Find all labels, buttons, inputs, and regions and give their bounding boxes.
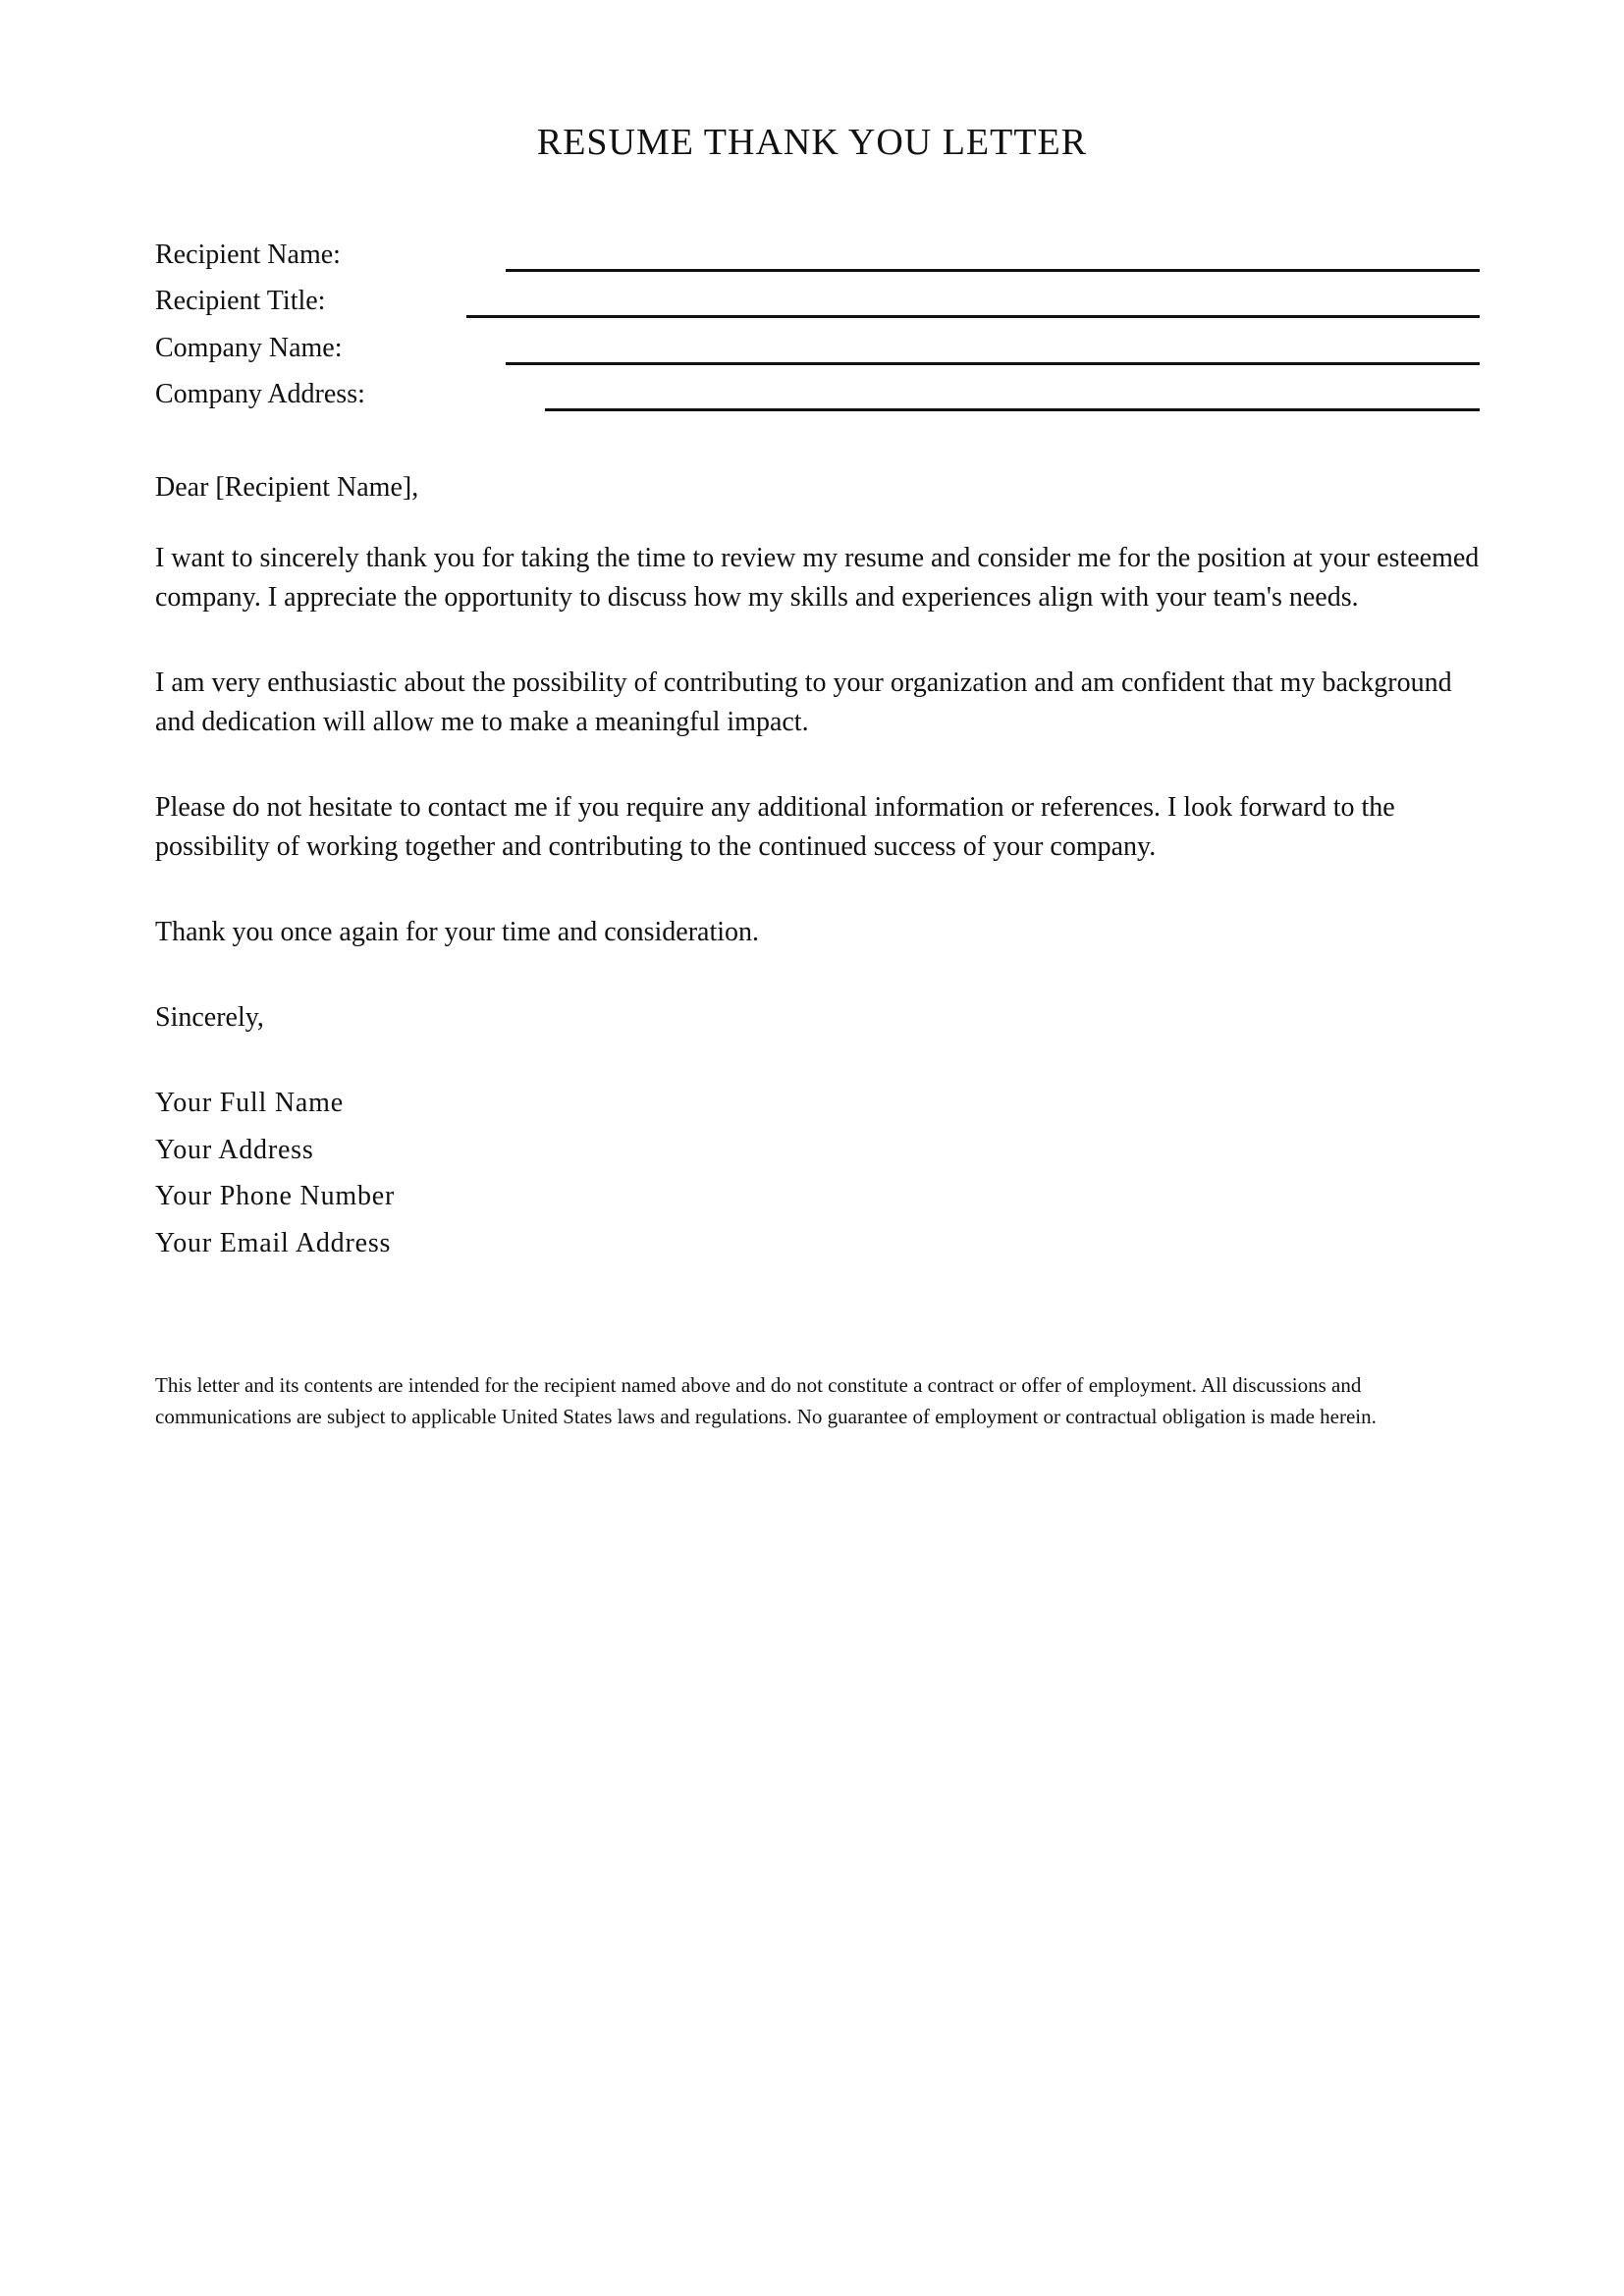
company-address-label: Company Address: xyxy=(155,379,365,409)
body-paragraph-4: Thank you once again for your time and consideration. xyxy=(155,917,760,947)
company-name-label: Company Name: xyxy=(155,333,343,363)
body-paragraph-3: Please do not hesitate to contact me if you require any additional information or references. I look forward to the possibility of working together and contributing to the continued success of your company. xyxy=(155,792,1395,862)
salutation: Dear [Recipient Name], xyxy=(155,472,419,503)
signature-full-name: Your Full Name xyxy=(155,1088,344,1118)
signature-address: Your Address xyxy=(155,1135,314,1165)
recipient-title-label: Recipient Title: xyxy=(155,286,326,316)
company-address-field xyxy=(155,375,1481,414)
company-address-blank-line[interactable] xyxy=(545,408,1480,411)
recipient-name-label: Recipient Name: xyxy=(155,240,341,270)
company-name-field xyxy=(155,329,1481,368)
page-title: RESUME THANK YOU LETTER xyxy=(536,122,1088,163)
recipient-title-field xyxy=(155,282,1481,321)
signature-email-address: Your Email Address xyxy=(155,1228,392,1258)
closing: Sincerely, xyxy=(155,1002,264,1033)
disclaimer: This letter and its contents are intended for the recipient named above and do not constitute a contract or offer of employment. All discussions and communications are subject to applicable United States laws and regulations. No guarantee of employment or contractual obligation is made herein. xyxy=(155,1373,1377,1428)
recipient-title-blank-line[interactable] xyxy=(466,315,1480,318)
recipient-name-field xyxy=(155,236,1481,275)
body-paragraph-1: I want to sincerely thank you for taking the time to review my resume and consider me for the position at your esteemed company. I appreciate the opportunity to discuss how my skills and experiences align with your team's needs. xyxy=(155,543,1480,613)
body-paragraph-2: I am very enthusiastic about the possibility of contributing to your organization and am confident that my background and dedication will allow me to make a meaningful impact. xyxy=(155,667,1452,737)
signature-phone-number: Your Phone Number xyxy=(155,1181,396,1211)
company-name-blank-line[interactable] xyxy=(506,362,1480,365)
recipient-name-blank-line[interactable] xyxy=(506,269,1480,272)
